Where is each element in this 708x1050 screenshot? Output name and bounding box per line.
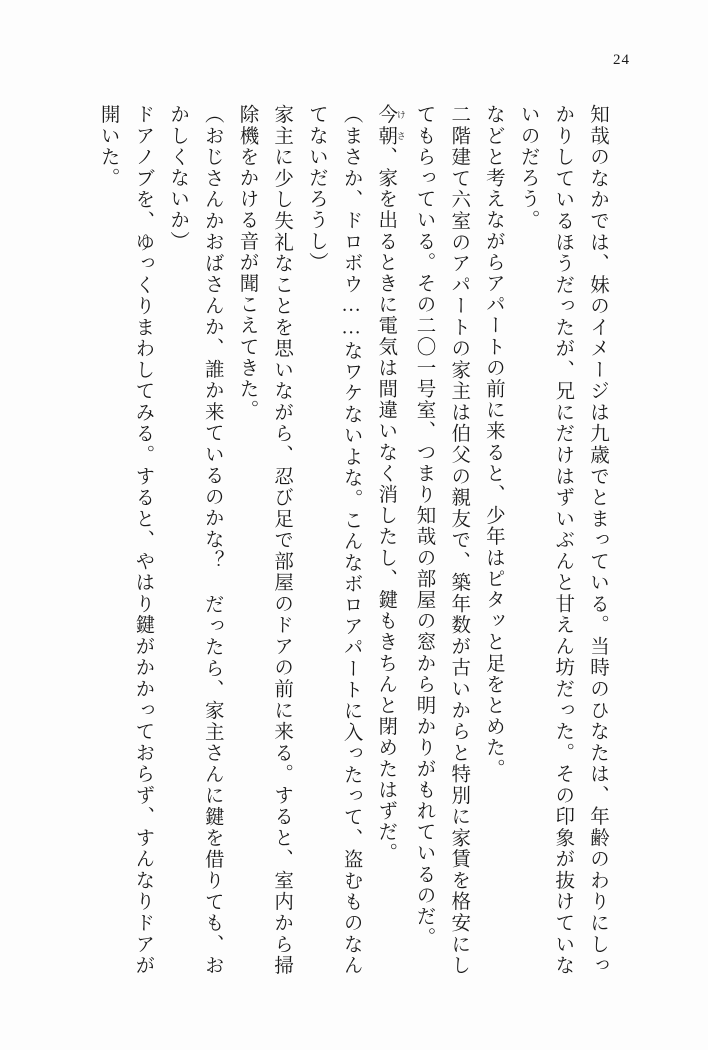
body-text	[84, 104, 614, 976]
paragraph: （おじさんかおばさんか、誰か来ているのかな？ だったら、家主さんに鍵を借りても、おかしくないか）	[167, 104, 223, 976]
paragraph: ドアノブを、ゆっくりまわしてみる。すると、やはり鍵がかかっておらず、すんなりドアが開いた。	[97, 104, 154, 976]
paragraph: などと考えながらアパートの前に来ると、少年はピタッと足をとめた。	[482, 104, 504, 780]
ruby-annotation: 今朝 けさ	[375, 104, 406, 147]
paragraph: 今朝 けさ、家を出るときに電気は間違いなく消したし、鍵もきちんと閉めたはずだ。	[375, 104, 406, 864]
paragraph: 二階建て六室のアパートの家主は伯父の親友で、築年数が古いからと特別に家賃を格安にしてもらっている。その二〇一号室、つまり知哉の部屋の窓から明かりがもれているのだ。	[413, 104, 470, 976]
paragraph: 知哉のなかでは、妹のイメージは九歳でとまっている。当時のひなたは、年齢のわりにしっかりしているほうだったが、兄にだけはずいぶんと甘えん坊だった。その印象が抜けていないのだろう。	[517, 104, 608, 976]
paragraph: （まさか、ドロボウ……なワケないよな。こんなボロアパートに入ったって、盗むものなんてないだろうし）	[305, 104, 362, 976]
paragraph: 家主に少し失礼なことを思いながら、忍び足で部屋のドアの前に来る。すると、室内から掃除機をかける音が聞こえてきた。	[236, 104, 293, 976]
page-number: 24	[613, 52, 630, 68]
